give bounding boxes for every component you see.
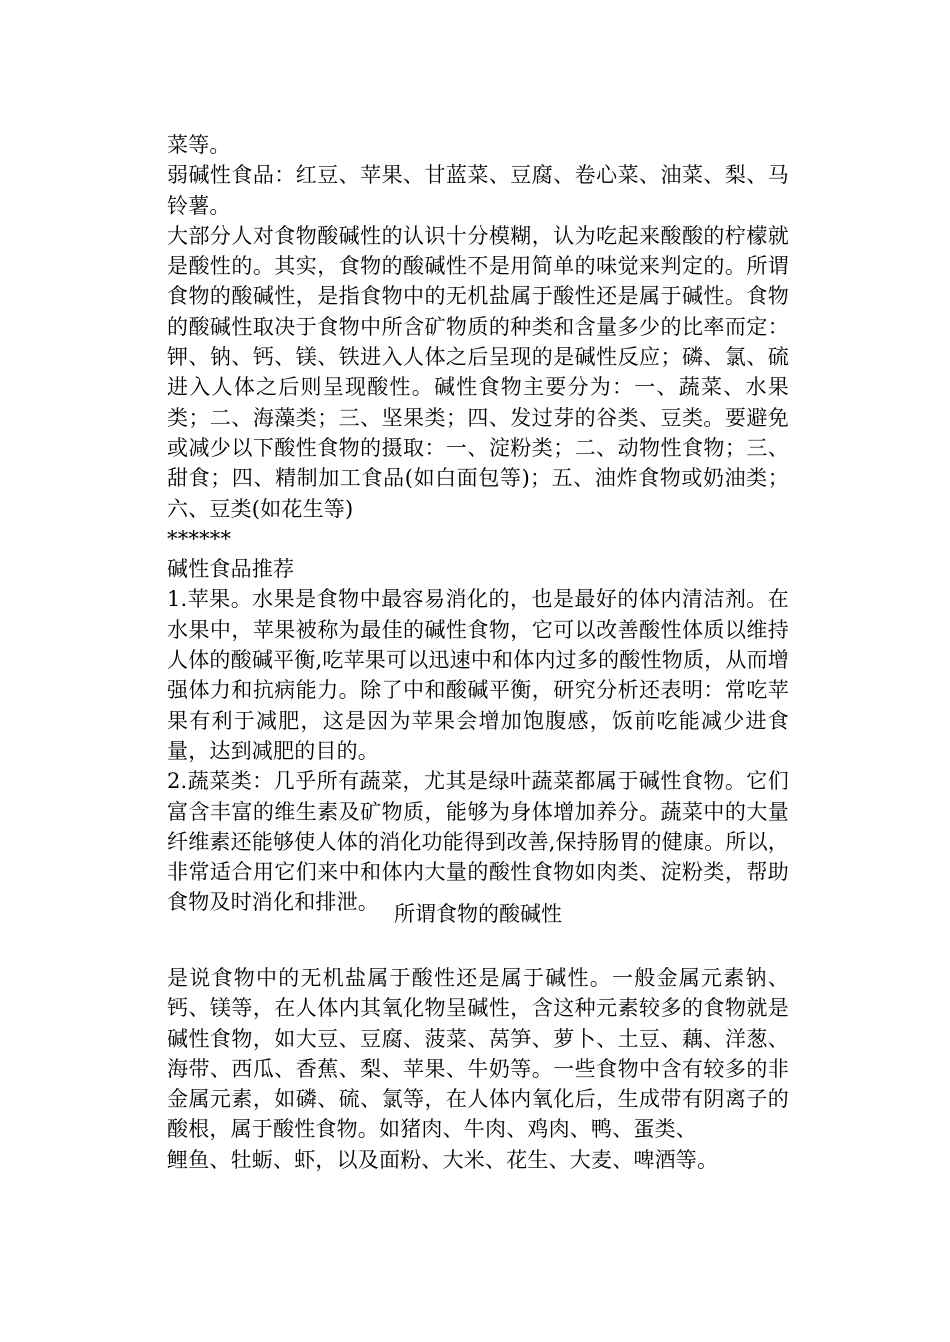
text-block-top xyxy=(167,130,789,918)
section-heading: 所谓食物的酸碱性 xyxy=(394,902,562,926)
paragraph-vegetables: 2.蔬菜类：几乎所有蔬菜，尤其是绿叶蔬菜都属于碱性食物。它们富含丰富的维生素及矿物质，能够为身体增加养分。蔬菜中的大量纤维素还能够使人体的消化功能得到改善,保持肠胃的健康。所以，非常适合用它们来中和体内大量的酸性食物如肉类、淀粉类，帮助食物及时消化和排泄。 xyxy=(167,769,789,915)
paragraph-vegetables-end: 菜等。 xyxy=(167,133,231,157)
separator-asterisks: ****** xyxy=(167,526,232,551)
paragraph-metal-elements: 是说食物中的无机盐属于酸性还是属于碱性。一般金属元素钠、钙、镁等，在人体内其氧化物呈碱性，含这种元素较多的食物就是碱性食物，如大豆、豆腐、菠菜、莴笋、萝卜、土豆、藕、洋葱、海带、西瓜、香蕉、梨、苹果、牛奶等。一些食物中含有较多的非金属元素，如磷、硫、氯等，在人体内氧化后，生成带有阴离子的酸根，属于酸性食物。如猪肉、牛肉、鸡肉、鸭、蛋类、 xyxy=(167,966,789,1142)
text-block-bottom xyxy=(167,963,789,1175)
paragraph-acid-alkaline-explanation: 大部分人对食物酸碱性的认识十分模糊，认为吃起来酸酸的柠檬就是酸性的。其实，食物的酸碱性不是用简单的味觉来判定的。所谓食物的酸碱性，是指食物中的无机盐属于酸性还是属于碱性。食物的酸碱性取决于食物中所含矿物质的种类和含量多少的比率而定：钾、钠、钙、镁、铁进入人体之后呈现的是碱性反应；磷、氯、硫进入人体之后则呈现酸性。碱性食物主要分为：一、蔬菜、水果类；二、海藻类；三、坚果类；四、发过芽的谷类、豆类。要避免或减少以下酸性食物的摄取：一、淀粉类；二、动物性食物；三、甜食；四、精制加工食品(如白面包等)；五、油炸食物或奶油类；六、豆类(如花生等) xyxy=(167,223,789,521)
paragraph-weak-alkaline-foods: 弱碱性食品：红豆、苹果、甘蓝菜、豆腐、卷心菜、油菜、梨、马铃薯。 xyxy=(167,163,789,218)
paragraph-apple: 1.苹果。水果是食物中最容易消化的，也是最好的体内清洁剂。在水果中，苹果被称为最佳的碱性食物，它可以改善酸性体质以维持人体的酸碱平衡,吃苹果可以迅速中和体内过多的酸性物质，从而增强体力和抗病能力。除了中和酸碱平衡，研究分析还表明：常吃苹果有利于减肥，这是因为苹果会增加饱腹感，饭前吃能减少进食量，达到减肥的目的。 xyxy=(167,587,789,763)
paragraph-acidic-food-list: 鲤鱼、牡蛎、虾，以及面粉、大米、花生、大麦、啤酒等。 xyxy=(167,1147,719,1172)
subheading-alkaline-recommendations: 碱性食品推荐 xyxy=(167,557,295,582)
